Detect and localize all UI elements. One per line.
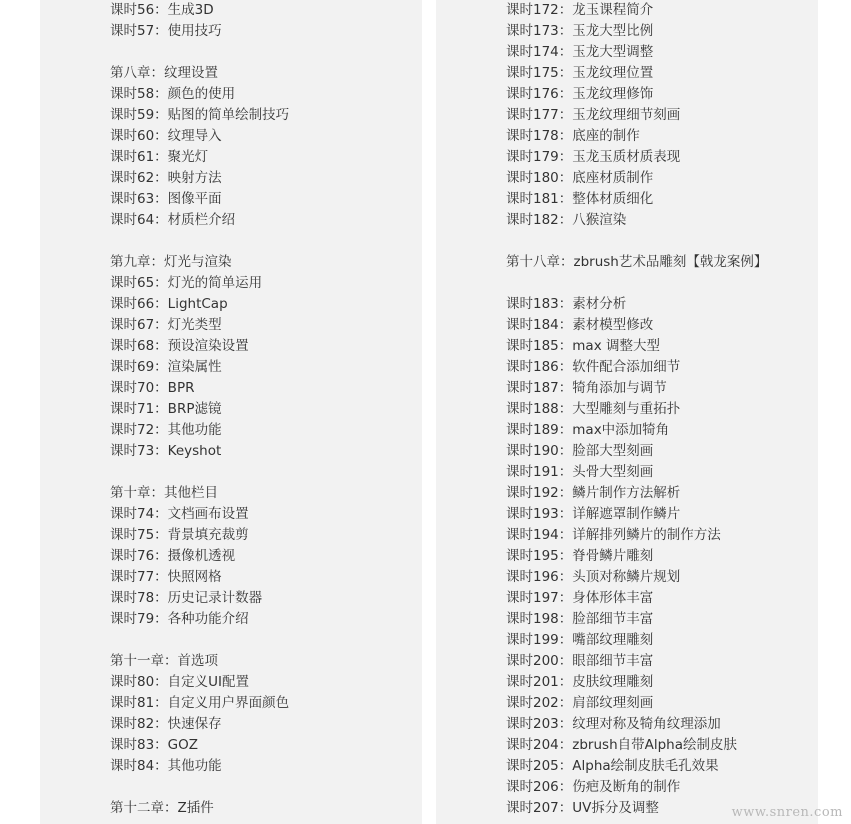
lesson-item: 课时205：Alpha绘制皮肤毛孔效果 xyxy=(506,758,719,774)
lesson-item: 课时179：玉龙玉质材质表现 xyxy=(506,149,681,165)
lesson-item: 课时58：颜色的使用 xyxy=(110,86,236,102)
chapter-heading: 第十一章：首选项 xyxy=(110,653,218,669)
lesson-item: 课时186：软件配合添加细节 xyxy=(506,359,681,375)
lesson-item: 课时177：玉龙纹理细节刻画 xyxy=(506,107,681,123)
lesson-item: 课时80：自定义UI配置 xyxy=(110,674,250,690)
lesson-item: 课时206：伤疤及断角的制作 xyxy=(506,779,681,795)
lesson-item: 课时180：底座材质制作 xyxy=(506,170,654,186)
spacer xyxy=(110,777,410,798)
lesson-item: 课时203：纹理对称及犄角纹理添加 xyxy=(506,716,721,732)
lesson-item: 课时76：摄像机透视 xyxy=(110,548,236,564)
lesson-item: 课时188：大型雕刻与重拓扑 xyxy=(506,401,681,417)
lesson-item: 课时57：使用技巧 xyxy=(110,23,222,39)
lesson-item: 课时195：脊骨鳞片雕刻 xyxy=(506,548,654,564)
lesson-item: 课时199：嘴部纹理雕刻 xyxy=(506,632,654,648)
lesson-item: 课时190：脸部大型刻画 xyxy=(506,443,654,459)
chapter-heading: 第九章：灯光与渲染 xyxy=(110,254,232,270)
lesson-item: 课时176：玉龙纹理修饰 xyxy=(506,86,654,102)
lesson-item: 课时62：映射方法 xyxy=(110,170,222,186)
lesson-item: 课时200：眼部细节丰富 xyxy=(506,653,654,669)
lesson-item: 课时173：玉龙大型比例 xyxy=(506,23,654,39)
chapter-heading: 第十八章：zbrush艺术品雕刻【戟龙案例】 xyxy=(506,254,768,270)
lesson-item: 课时191：头骨大型刻画 xyxy=(506,464,654,480)
lesson-item: 课时74：文档画布设置 xyxy=(110,506,249,522)
lesson-item: 课时193：详解遮罩制作鳞片 xyxy=(506,506,681,522)
lesson-item: 课时77：快照网格 xyxy=(110,569,222,585)
lesson-item: 课时66：LightCap xyxy=(110,296,228,312)
lesson-item: 课时178：底座的制作 xyxy=(506,128,640,144)
lesson-item: 课时78：历史记录计数器 xyxy=(110,590,263,606)
lesson-item: 课时185：max 调整大型 xyxy=(506,338,660,354)
lesson-item: 课时174：玉龙大型调整 xyxy=(506,44,654,60)
lesson-item: 课时75：背景填充裁剪 xyxy=(110,527,249,543)
lesson-item: 课时64：材质栏介绍 xyxy=(110,212,236,228)
lesson-item: 课时201：皮肤纹理雕刻 xyxy=(506,674,654,690)
lesson-item: 课时83：GOZ xyxy=(110,737,199,753)
lesson-item: 课时194：详解排列鳞片的制作方法 xyxy=(506,527,721,543)
lesson-item: 课时187：犄角添加与调节 xyxy=(506,380,667,396)
lesson-item: 课时70：BPR xyxy=(110,380,195,396)
lesson-list-right xyxy=(506,0,786,819)
lesson-item: 课时198：脸部细节丰富 xyxy=(506,611,654,627)
chapter-heading: 第十二章：Z插件 xyxy=(110,800,214,816)
lesson-item: 课时59：贴图的简单绘制技巧 xyxy=(110,107,290,123)
spacer xyxy=(506,231,786,252)
lesson-item: 课时69：渲染属性 xyxy=(110,359,222,375)
lesson-item: 课时84：其他功能 xyxy=(110,758,222,774)
lesson-item: 课时189：max中添加犄角 xyxy=(506,422,670,438)
lesson-item: 课时60：纹理导入 xyxy=(110,128,222,144)
spacer xyxy=(110,462,410,483)
chapter-heading: 第八章：纹理设置 xyxy=(110,65,218,81)
lesson-item: 课时184：素材模型修改 xyxy=(506,317,654,333)
lesson-item: 课时182：八猴渲染 xyxy=(506,212,627,228)
lesson-item: 课时71：BRP滤镜 xyxy=(110,401,222,417)
spacer xyxy=(110,231,410,252)
lesson-item: 课时181：整体材质细化 xyxy=(506,191,654,207)
spacer xyxy=(110,42,410,63)
lesson-item: 课时183：素材分析 xyxy=(506,296,627,312)
lesson-item: 课时65：灯光的简单运用 xyxy=(110,275,263,291)
lesson-item: 课时202：肩部纹理刻画 xyxy=(506,695,654,711)
lesson-item: 课时67：灯光类型 xyxy=(110,317,222,333)
lesson-item: 课时197：身体形体丰富 xyxy=(506,590,654,606)
chapter-heading: 第十章：其他栏目 xyxy=(110,485,218,501)
spacer xyxy=(110,630,410,651)
lesson-item: 课时172：龙玉课程简介 xyxy=(506,2,654,18)
lesson-item: 课时72：其他功能 xyxy=(110,422,222,438)
lesson-item: 课时79：各种功能介绍 xyxy=(110,611,249,627)
lesson-item: 课时56：生成3D xyxy=(110,2,214,18)
lesson-item: 课时73：Keyshot xyxy=(110,443,222,459)
site-watermark: www.snren.com xyxy=(731,805,843,820)
course-outline-right-panel xyxy=(436,0,818,824)
lesson-list-left xyxy=(110,0,410,819)
lesson-item: 课时175：玉龙纹理位置 xyxy=(506,65,654,81)
lesson-item: 课时81：自定义用户界面颜色 xyxy=(110,695,290,711)
course-outline-left-panel xyxy=(40,0,422,824)
lesson-item: 课时82：快速保存 xyxy=(110,716,222,732)
lesson-item: 课时192：鳞片制作方法解析 xyxy=(506,485,681,501)
lesson-item: 课时68：预设渲染设置 xyxy=(110,338,249,354)
lesson-item: 课时207：UV拆分及调整 xyxy=(506,800,659,816)
lesson-item: 课时204：zbrush自带Alpha绘制皮肤 xyxy=(506,737,738,753)
lesson-item: 课时196：头顶对称鳞片规划 xyxy=(506,569,681,585)
lesson-item: 课时61：聚光灯 xyxy=(110,149,209,165)
lesson-item: 课时63：图像平面 xyxy=(110,191,222,207)
